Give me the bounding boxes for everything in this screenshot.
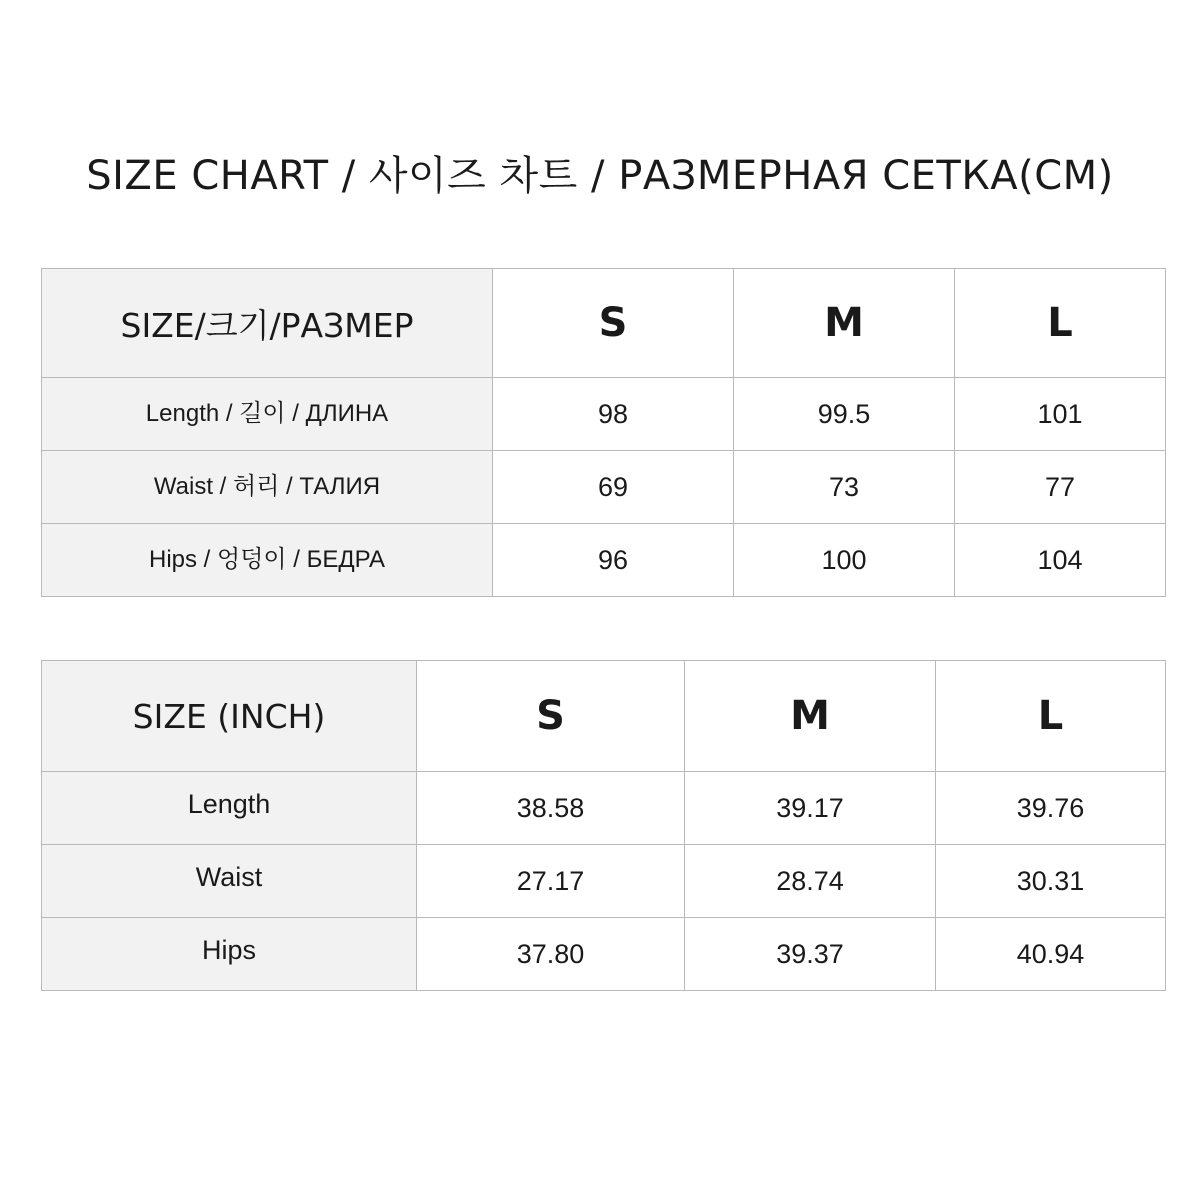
table-header-row xyxy=(42,661,1166,772)
cell-value: 27.17 xyxy=(516,865,585,896)
cell-value: 73 xyxy=(828,471,860,502)
value-cell xyxy=(685,772,936,845)
size-label: M xyxy=(790,693,830,739)
value-cell xyxy=(685,845,936,918)
cell-value: 98 xyxy=(597,398,629,429)
header-label-cell xyxy=(42,269,493,378)
size-label: L xyxy=(1047,300,1073,346)
header-label-cell xyxy=(42,661,417,772)
size-label: M xyxy=(824,300,864,346)
value-cell xyxy=(417,918,685,991)
value-cell xyxy=(417,845,685,918)
row-label-cell xyxy=(42,772,417,845)
value-cell xyxy=(955,451,1166,524)
value-cell xyxy=(493,451,734,524)
row-label-waist: Waist / 허리 / ТАЛИЯ xyxy=(153,472,381,500)
size-label: S xyxy=(598,300,628,346)
cell-value: 28.74 xyxy=(776,865,844,896)
table-row xyxy=(42,918,1166,991)
cell-value: 99.5 xyxy=(817,398,871,429)
row-label-cell xyxy=(42,845,417,918)
row-label-hips: Hips xyxy=(201,934,256,965)
header-label: SIZE (INCH) xyxy=(132,696,326,736)
row-label-length: Length / 길이 / ДЛИНА xyxy=(145,399,389,427)
value-cell xyxy=(955,524,1166,597)
value-cell xyxy=(734,378,955,451)
size-label: S xyxy=(536,693,565,739)
table-row xyxy=(42,845,1166,918)
row-label-cell xyxy=(42,524,493,597)
page-title: SIZE CHART / 사이즈 차트 / РАЗМЕРНАЯ СЕТКА(CM) xyxy=(86,153,1114,199)
cell-value: 30.31 xyxy=(1016,865,1085,896)
size-table-cm xyxy=(41,268,1166,597)
cell-value: 39.76 xyxy=(1016,792,1085,823)
row-label-waist: Waist xyxy=(195,861,263,892)
cell-value: 39.37 xyxy=(776,938,844,969)
value-cell xyxy=(936,772,1166,845)
cell-value: 40.94 xyxy=(1016,938,1085,969)
cell-value: 101 xyxy=(1037,398,1083,429)
cell-value: 38.58 xyxy=(516,792,585,823)
value-cell xyxy=(734,524,955,597)
cell-value: 39.17 xyxy=(776,792,844,823)
header-size-m xyxy=(734,269,955,378)
value-cell xyxy=(685,918,936,991)
value-cell xyxy=(734,451,955,524)
header-size-m xyxy=(685,661,936,772)
value-cell xyxy=(493,378,734,451)
value-cell xyxy=(955,378,1166,451)
table-row xyxy=(42,524,1166,597)
cell-value: 69 xyxy=(597,471,629,502)
header-size-s xyxy=(417,661,685,772)
value-cell xyxy=(936,918,1166,991)
header-size-s xyxy=(493,269,734,378)
header-size-l xyxy=(955,269,1166,378)
row-label-cell xyxy=(42,378,493,451)
table-header-row xyxy=(42,269,1166,378)
cell-value: 37.80 xyxy=(516,938,585,969)
size-label: L xyxy=(1037,693,1064,739)
value-cell xyxy=(936,845,1166,918)
row-label-cell xyxy=(42,451,493,524)
header-size-l xyxy=(936,661,1166,772)
row-label-length: Length xyxy=(187,788,271,819)
size-table-inch xyxy=(41,660,1166,991)
cell-value: 104 xyxy=(1037,544,1083,575)
value-cell xyxy=(417,772,685,845)
row-label-hips: Hips / 엉덩이 / БЕДРА xyxy=(149,545,385,573)
table-row xyxy=(42,772,1166,845)
cell-value: 100 xyxy=(821,544,867,575)
value-cell xyxy=(493,524,734,597)
cell-value: 96 xyxy=(597,544,629,575)
table-row xyxy=(42,451,1166,524)
header-label: SIZE/크기/РАЗМЕР xyxy=(120,305,414,345)
cell-value: 77 xyxy=(1044,471,1076,502)
row-label-cell xyxy=(42,918,417,991)
table-row xyxy=(42,378,1166,451)
